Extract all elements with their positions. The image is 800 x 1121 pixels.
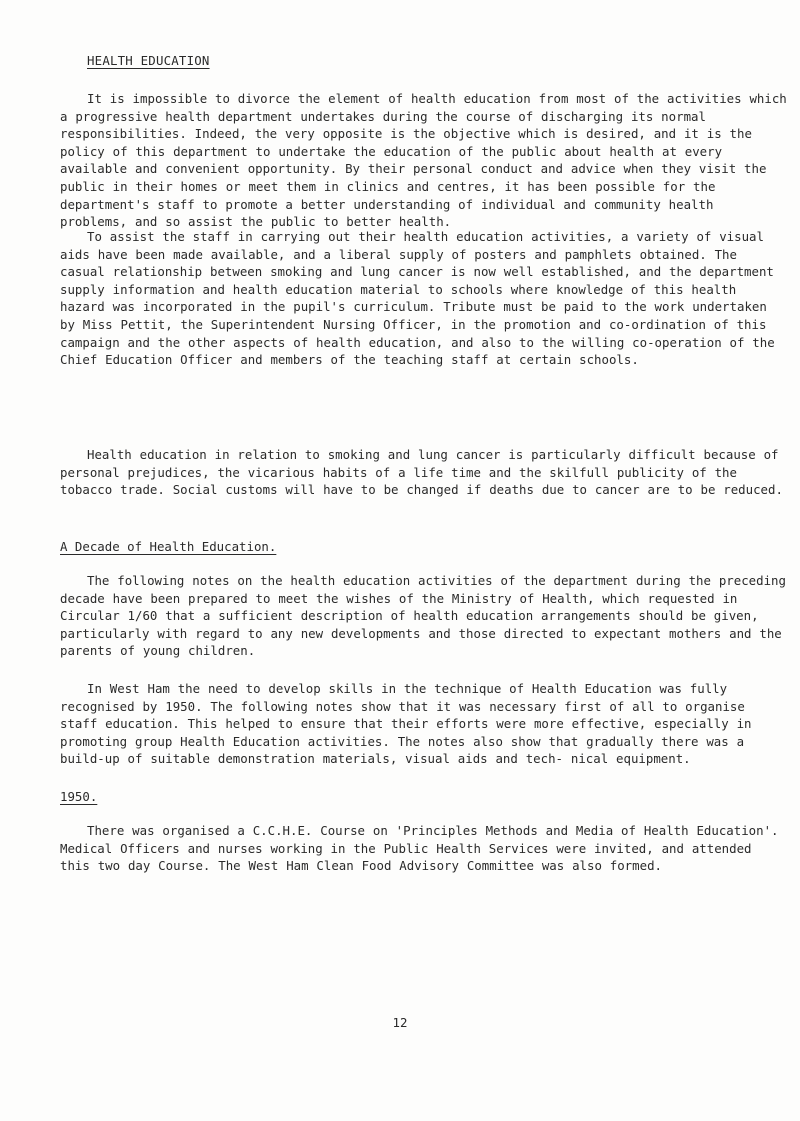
subheading-decade: A Decade of Health Education. — [60, 539, 277, 554]
paragraph-decade-notes: The following notes on the health education activities of the department during the preceding decade have been prepared to meet the wishes of the Ministry of Health, which requested in Circular 1/60 that a sufficient description of health education arrangements should be given, particularly with regard to any new developments and those directed to expectant mothers and the parents of young children. — [60, 573, 786, 659]
page-number: 12 — [392, 1015, 408, 1030]
paragraph-cche-course: There was organised a C.C.H.E. Course on 'Principles Methods and Media of Health Education'. Medical Officers and nurses working in the Public Health Services were invited, and attended this two day Course. The West Ham Clean Food Advisory Committee was also formed. — [60, 823, 779, 874]
paragraph-west-ham-skills: In West Ham the need to develop skills in the technique of Health Education was fully recognised by 1950. The following notes show that it was necessary first of all to organise staff education. This helped to ensure that their efforts were more effective, especially in promoting group Health Education activities. The notes also show that gradually there was a build-up of suitable demonstration materials, visual aids and tech- nical equipment. — [60, 681, 752, 767]
page-heading: HEALTH EDUCATION — [87, 53, 210, 68]
paragraph-health-department-role: It is impossible to divorce the element of health education from most of the activities which a progressive health department undertakes during the course of discharging its normal responsibilities. Indeed, the very opposite is the objective which is desired, and it is the policy of this department to undertake the education of the public about health at every available and convenient opportunity. By their personal conduct and advice when they visit the public in their homes or meet them in clinics and centres, it has been possible for the department's staff to promote a better understanding of individual and community health problems, and so assist the public to better health. — [60, 91, 787, 230]
subheading-year-1950: 1950. — [60, 789, 98, 804]
paragraph-smoking-lung-cancer: Health education in relation to smoking and lung cancer is particularly difficult because of personal prejudices, the vicarious habits of a life time and the skilfull publicity of the tobacco trade. Social customs will have to be changed if deaths due to cancer are to be reduced. — [60, 447, 783, 498]
paragraph-visual-aids: To assist the staff in carrying out their health education activities, a variety of visual aids have been made available, and a liberal supply of posters and pamphlets obtained. The casual relationship between smoking and lung cancer is now well established, and the department supply information and health education material to schools where knowledge of this health hazard was incorporated in the pupil's curriculum. Tribute must be paid to the work undertaken by Miss Pettit, the Superintendent Nursing Officer, in the promotion and co-ordination of this campaign and the other aspects of health education, and also to the willing co-operation of the Chief Education Officer and members of the teaching staff at certain schools. — [60, 229, 775, 368]
